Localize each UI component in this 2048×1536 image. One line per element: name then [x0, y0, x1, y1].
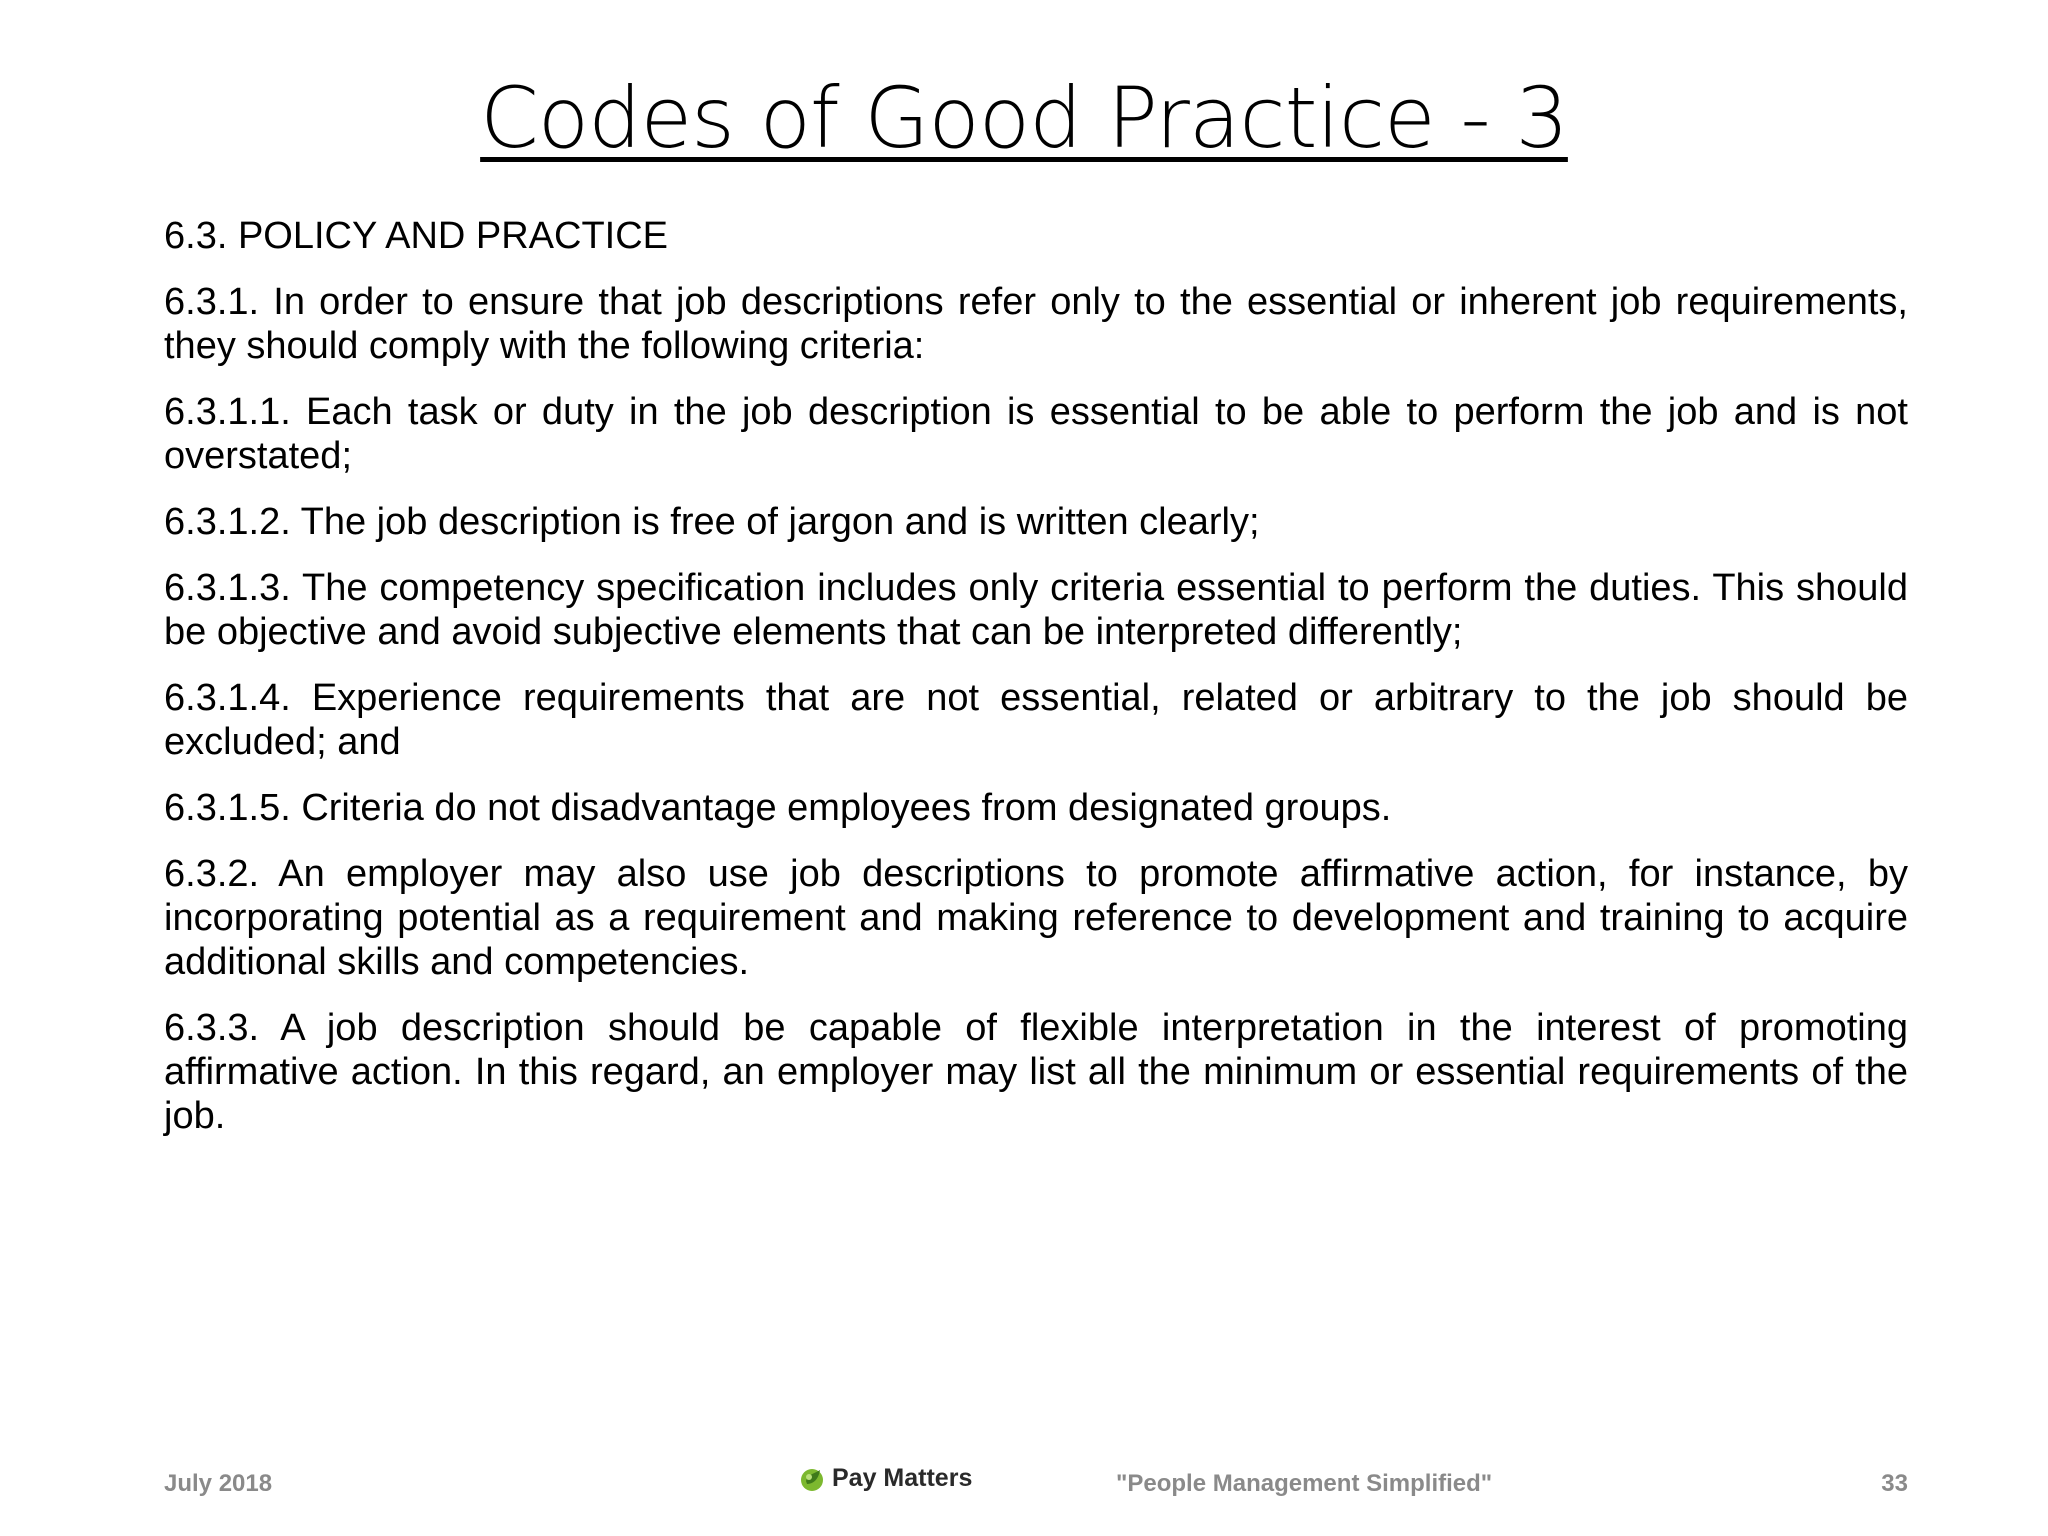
slide-body [164, 214, 1908, 1160]
paragraph-6-3-2: 6.3.2. An employer may also use job descriptions to promote affirmative action, for instance, by incorporating potential as a requirement and making reference to development and training to acquire additional skills and competencies. [164, 853, 1908, 983]
page-number: 33 [1881, 1470, 1908, 1497]
paragraph-6-3-1-1: 6.3.1.1. Each task or duty in the job description is essential to be able to perform the job and is not overstated; [164, 391, 1908, 477]
section-heading: 6.3. POLICY AND PRACTICE [164, 215, 669, 257]
pay-matters-logo [798, 1464, 972, 1493]
green-leaf-icon [798, 1465, 826, 1493]
paragraph-6-3-1-3: 6.3.1.3. The competency specification includes only criteria essential to perform the duties. This should be objective and avoid subjective elements that can be interpreted differently; [164, 567, 1908, 653]
slide-footer [0, 1464, 2048, 1504]
logo-text: Pay Matters [832, 1464, 973, 1492]
paragraph-6-3-1: 6.3.1. In order to ensure that job descriptions refer only to the essential or inherent job requirements, they should comply with the following criteria: [164, 281, 1908, 367]
paragraph-6-3-3: 6.3.3. A job description should be capable of flexible interpretation in the interest of promoting affirmative action. In this regard, an employer may list all the minimum or essential requirements of the job. [164, 1007, 1908, 1137]
slide-title-text: Codes of Good Practice - 3 [480, 69, 1568, 167]
paragraph-6-3-1-4: 6.3.1.4. Experience requirements that are not essential, related or arbitrary to the job should be excluded; and [164, 677, 1908, 763]
paragraph-6-3-1-5: 6.3.1.5. Criteria do not disadvantage employees from designated groups. [164, 787, 1392, 829]
paragraph-6-3-1-2: 6.3.1.2. The job description is free of jargon and is written clearly; [164, 501, 1260, 543]
footer-date: July 2018 [164, 1470, 273, 1497]
footer-tagline: "People Management Simplified" [1116, 1470, 1493, 1497]
slide-title [0, 68, 2048, 168]
